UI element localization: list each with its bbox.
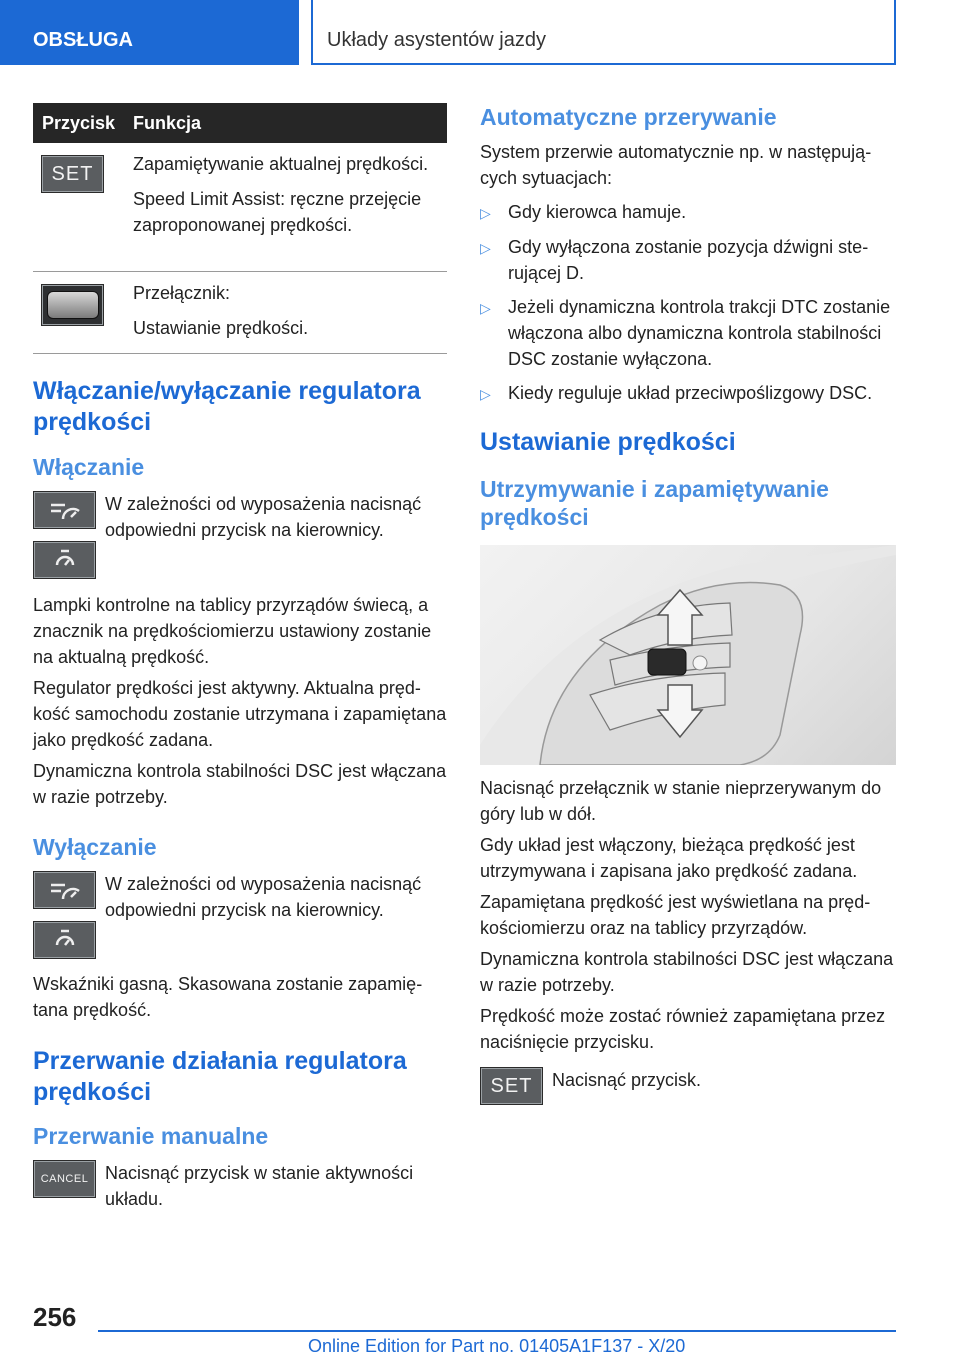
triangle-bullet-icon: ▷ — [480, 205, 491, 221]
off-instruction — [33, 871, 447, 959]
auto-list — [480, 199, 896, 407]
cruise-control-icon — [33, 491, 96, 529]
table-cell-text: Przełącznik: — [133, 282, 231, 303]
page-number: 256 — [33, 1302, 77, 1332]
heading-on: Włączanie — [33, 453, 145, 480]
triangle-bullet-icon: ▷ — [480, 386, 491, 402]
speed-limiter-icon — [33, 921, 96, 959]
footer-rule — [98, 1330, 896, 1332]
set-instruction — [480, 1067, 896, 1105]
list-item: ▷ Jeżeli dynamiczna kontrola trakcji DTC zostanie włączona albo dynamiczna kontrola stabilności DSC zostanie wyłączona. — [480, 294, 896, 372]
table-cell-text: Speed Limit Assist: ręczne przejęcie zaproponowanej prędkości. — [133, 189, 422, 235]
triangle-bullet-icon: ▷ — [480, 300, 491, 316]
button-function-table — [33, 103, 447, 354]
set-key-icon: SET — [41, 155, 104, 193]
right-column — [480, 103, 896, 1105]
heading-interrupt: Przerwanie działania regulatora prędkości — [33, 1046, 407, 1106]
cancel-key-icon: CANCEL — [33, 1160, 96, 1198]
paragraph: Prędkość może zostać również zapamiętana przez naciśnięcie przycisku. — [480, 1006, 886, 1052]
paragraph: Wskaźniki gasną. Skasowana zostanie zapamiętana prędkość. — [33, 973, 423, 1020]
paragraph: Dynamiczna kontrola stabilności DSC jest włączana w razie potrzeby. — [33, 760, 447, 807]
heading-set-speed: Ustawianie prędkości — [480, 428, 736, 456]
speed-limiter-icon — [33, 541, 96, 579]
rocker-switch-icon — [41, 284, 104, 326]
section-tab — [0, 0, 299, 65]
list-item: ▷ Kiedy reguluje układ przeciwpoślizgowy DSC. — [480, 380, 896, 407]
manual-instruction — [33, 1160, 447, 1212]
table-cell-text: Ustawianie prędkości. — [133, 317, 309, 338]
paragraph: Regulator prędkości jest aktywny. Aktualna prędkość samochodu zostanie utrzymana i zapamiętana jako prędkość zadana. — [33, 677, 447, 750]
steering-wheel-photo — [480, 545, 896, 765]
heading-auto: Automatyczne przerywanie — [480, 104, 777, 130]
heading-off: Wyłączanie — [33, 833, 157, 860]
heading-on-off: Włączanie/wyłączanie regulatora prędkości — [33, 376, 421, 436]
paragraph: Zapamiętana prędkość jest wyświetlana na prędkościomierzu oraz na tablicy przyrządów. — [480, 892, 871, 938]
table-header-button: Przycisk — [33, 103, 124, 143]
paragraph: Lampki kontrolne na tablicy przyrządów świecą, a znacznik na prędkościomierzu ustawiony zostanie na aktualną prędkość. — [33, 594, 432, 667]
edition-note: Online Edition for Part no. 01405A1F137 - X/20 — [308, 1336, 686, 1356]
on-instruction — [33, 491, 447, 579]
left-column — [33, 103, 447, 1212]
chapter-label: Układy asystentów jazdy — [327, 29, 546, 51]
list-item: ▷ Gdy wyłączona zostanie pozycja dźwigni sterującej D. — [480, 234, 896, 286]
table-header-function: Funkcja — [124, 103, 447, 143]
list-item: ▷ Gdy kierowca hamuje. — [480, 199, 896, 226]
heading-hold: Utrzymywanie i zapamiętywanie prędkości — [480, 476, 829, 530]
set-instruction-text: Nacisnąć przycisk. — [552, 1070, 702, 1090]
table-cell-text: Zapamiętywanie aktualnej prędkości. — [133, 154, 429, 174]
section-label: OBSŁUGA — [33, 29, 133, 51]
chapter-tab — [311, 0, 896, 65]
paragraph: Nacisnąć przełącznik w stanie nieprzerywanym do góry lub w dół. — [480, 778, 882, 824]
paragraph: System przerwie automatycznie np. w następujących sytuacjach: — [480, 142, 872, 188]
off-instruction-text: W zależności od wyposażenia nacisnąć odpowiedni przycisk na kierownicy. — [105, 873, 422, 920]
table-row — [33, 143, 447, 271]
cruise-control-icon — [33, 871, 96, 909]
triangle-bullet-icon: ▷ — [480, 240, 491, 256]
paragraph: Gdy układ jest włączony, bieżąca prędkość jest utrzymywana i zapisana jako prędkość zadana. — [480, 835, 858, 881]
paragraph: Dynamiczna kontrola stabilności DSC jest włączana w razie potrzeby. — [480, 949, 894, 995]
table-row — [33, 271, 447, 353]
manual-instruction-text: Nacisnąć przycisk w stanie aktywności układu. — [105, 1162, 414, 1209]
set-key-icon: SET — [480, 1067, 543, 1105]
heading-manual: Przerwanie manualne — [33, 1122, 269, 1149]
on-instruction-text: W zależności od wyposażenia nacisnąć odpowiedni przycisk na kierownicy. — [105, 493, 422, 540]
